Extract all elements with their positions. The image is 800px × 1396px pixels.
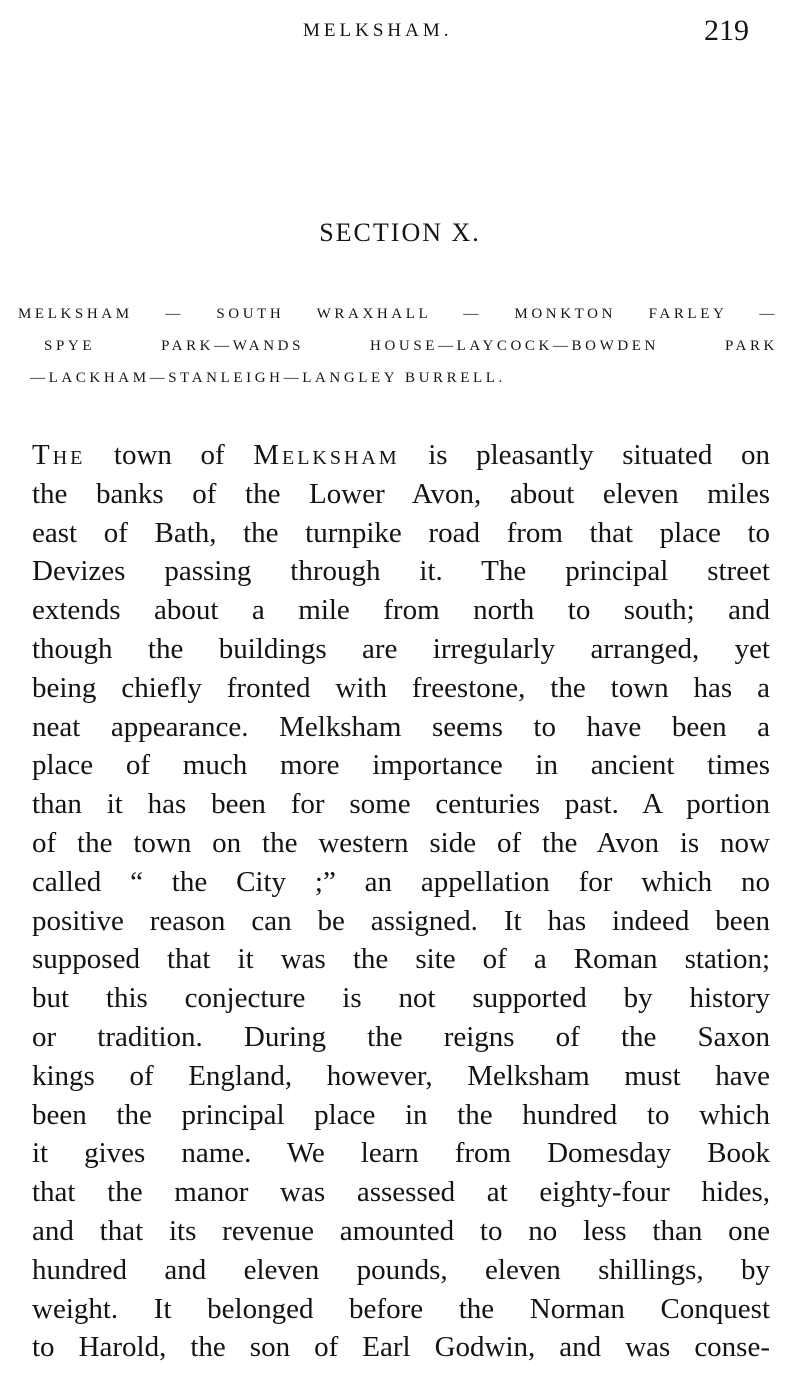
body-line: or tradition. During the reigns of the Saxon bbox=[32, 1020, 770, 1053]
section-contents bbox=[18, 298, 778, 394]
body-line-first bbox=[32, 436, 770, 475]
body-line: it gives name. We learn from Domesday Book bbox=[32, 1137, 770, 1170]
opening-word: The bbox=[32, 439, 86, 471]
body-line: called “ the City ;” an appellation for which no bbox=[32, 865, 770, 898]
body-line: but this conjecture is not supported by history bbox=[32, 982, 770, 1015]
contents-line: MELKSHAM — SOUTH WRAXHALL — MONKTON FARLEY — bbox=[18, 306, 778, 322]
body-line: supposed that it was the site of a Roman station; bbox=[32, 943, 770, 976]
body-line: east of Bath, the turnpike road from that place to bbox=[32, 516, 770, 549]
body-line: that the manor was assessed at eighty-four hides, bbox=[32, 1176, 770, 1209]
body-line: the banks of the Lower Avon, about eleven miles bbox=[32, 477, 770, 510]
contents-line: SPYE PARK—WANDS HOUSE—LAYCOCK—BOWDEN PARK bbox=[44, 338, 778, 354]
body-line: being chiefly fronted with freestone, the town has a bbox=[32, 671, 770, 704]
body-line: Devizes passing through it. The principal street bbox=[32, 555, 770, 588]
body-line: to Harold, the son of Earl Godwin, and was conse- bbox=[32, 1331, 770, 1364]
body-line: neat appearance. Melksham seems to have been a bbox=[32, 710, 770, 743]
page-number: 219 bbox=[704, 14, 749, 47]
section-heading: SECTION X. bbox=[319, 218, 481, 247]
body-line: extends about a mile from north to south; and bbox=[32, 594, 770, 627]
body-fragment: town of bbox=[85, 439, 254, 471]
body-line: weight. It belonged before the Norman Conquest bbox=[32, 1292, 770, 1325]
body-line: positive reason can be assigned. It has indeed been bbox=[32, 904, 770, 937]
body-line: kings of England, however, Melksham must have bbox=[32, 1059, 770, 1092]
body-line: place of much more importance in ancient times bbox=[32, 749, 770, 782]
body-line: than it has been for some centuries past. A portion bbox=[32, 788, 770, 821]
body-line: though the buildings are irregularly arranged, yet bbox=[32, 632, 770, 665]
place-name: Melksham bbox=[253, 439, 400, 471]
body-line: and that its revenue amounted to no less than one bbox=[32, 1214, 770, 1247]
body-line: of the town on the western side of the Avon is now bbox=[32, 826, 770, 859]
body-fragment: is pleasantly situated on bbox=[399, 439, 770, 471]
running-title: MELKSHAM. bbox=[303, 20, 453, 41]
body-text bbox=[32, 436, 770, 1367]
running-head bbox=[0, 14, 800, 54]
body-line: been the principal place in the hundred to which bbox=[32, 1098, 770, 1131]
body-line: hundred and eleven pounds, eleven shillings, by bbox=[32, 1253, 770, 1286]
contents-line: —LACKHAM—STANLEIGH—LANGLEY BURRELL. bbox=[30, 370, 506, 386]
